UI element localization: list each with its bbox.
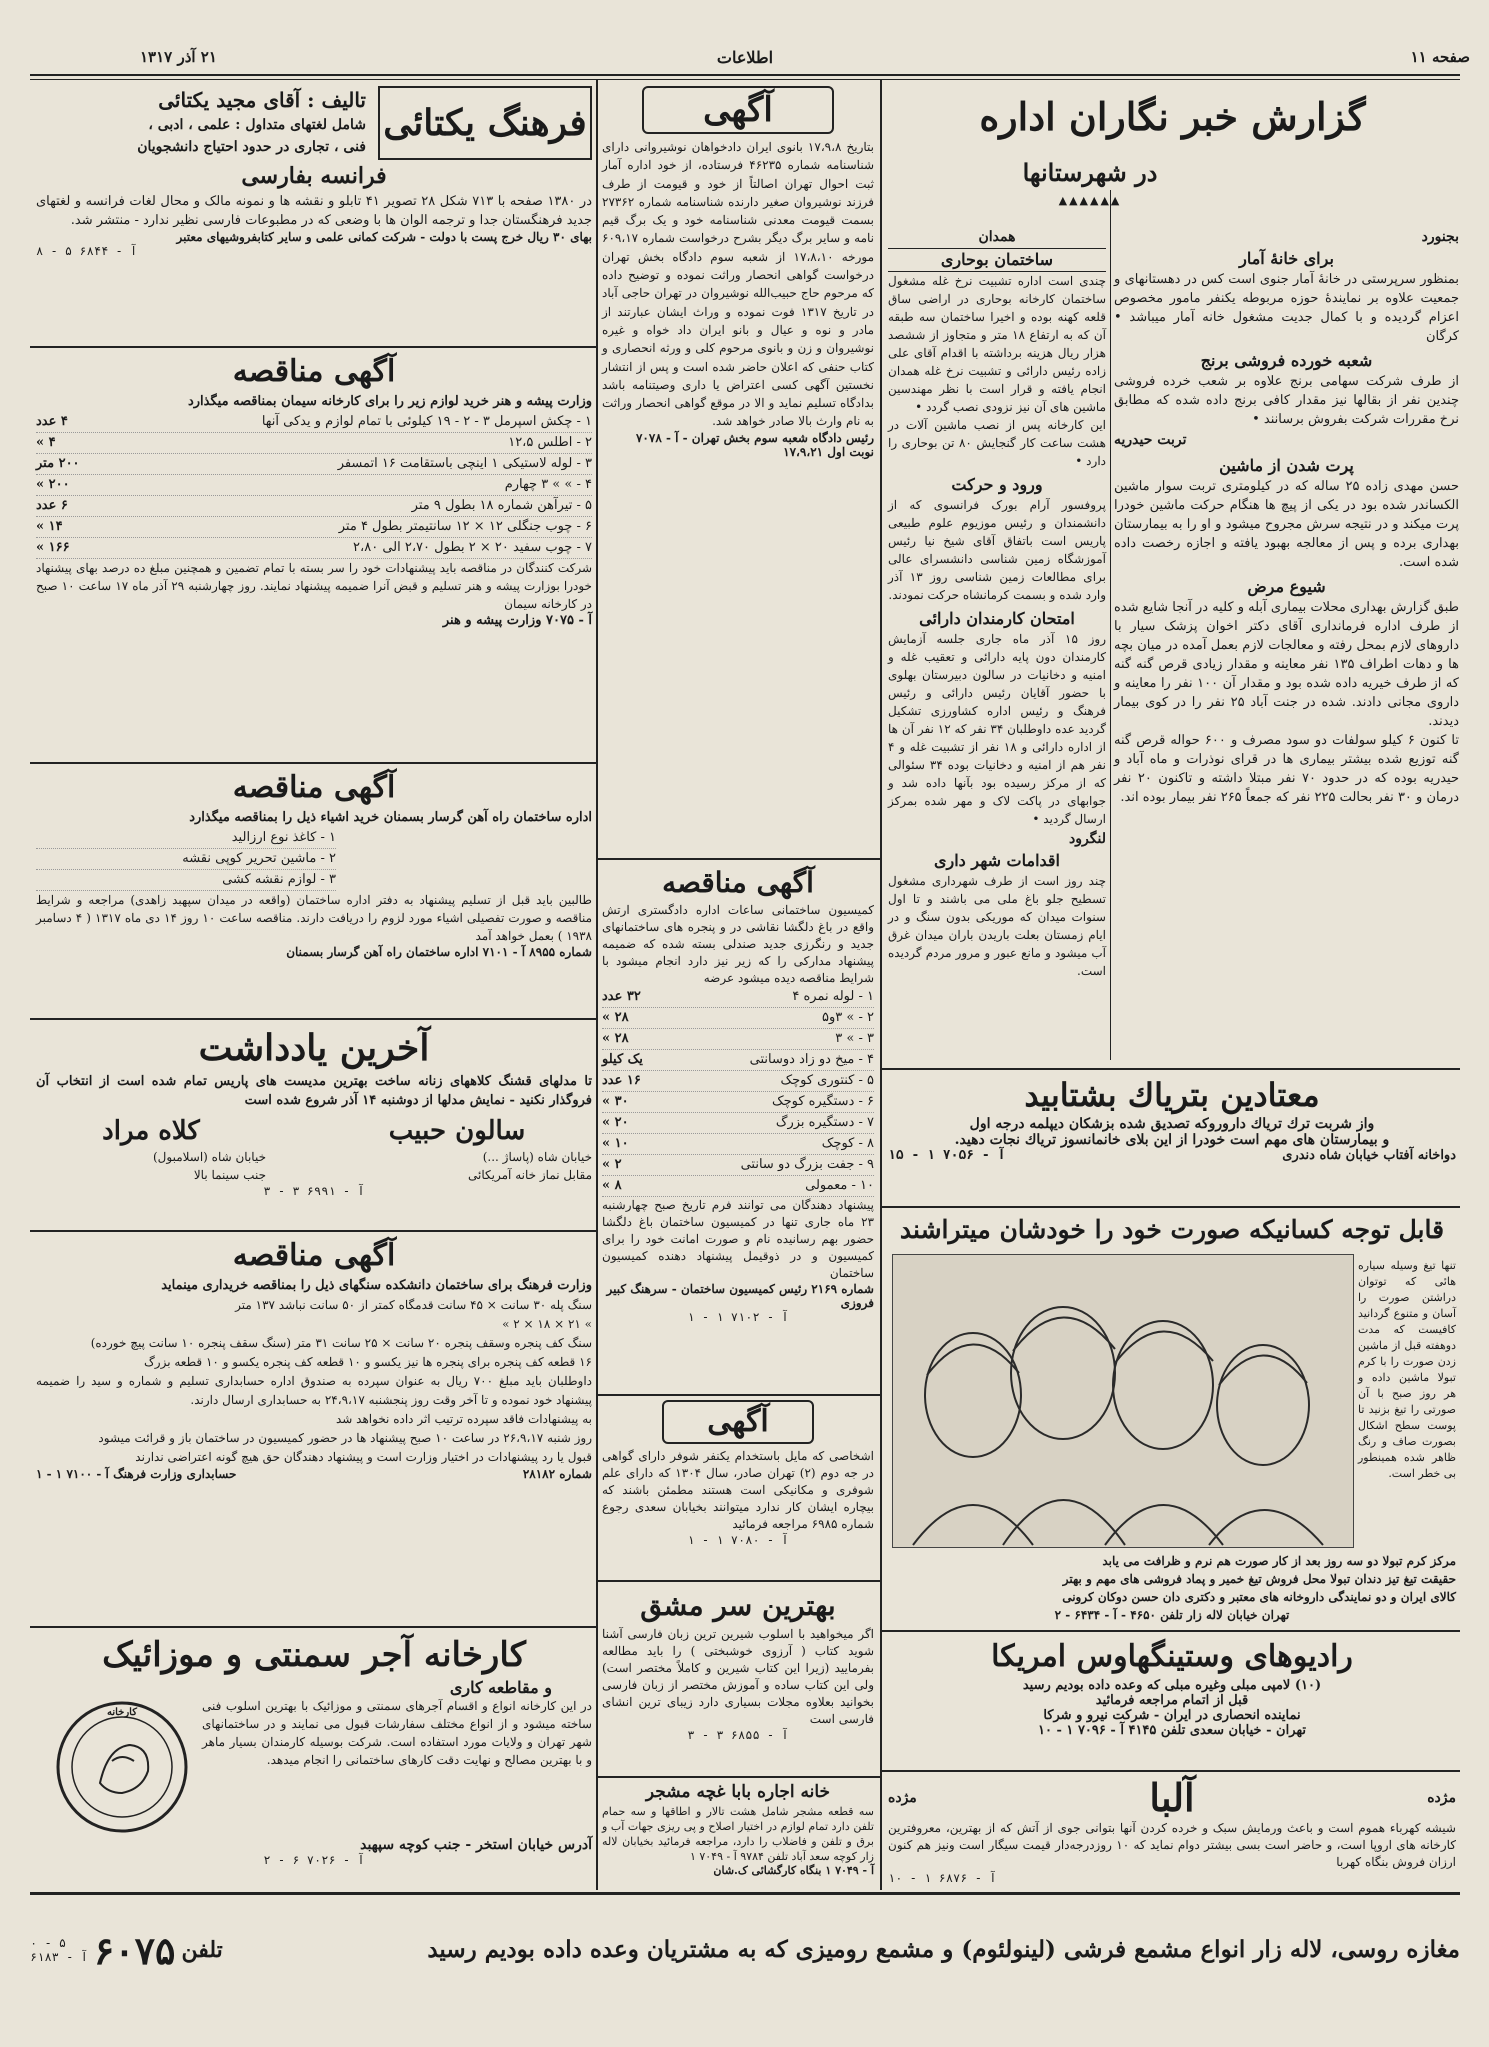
left-tender-2-item-name: ۱ - کاغذ نوع ارزالید: [231, 830, 336, 845]
opium-line-1: واز شربت ترك تریاك داروروکه تصدیق شده بزشکان دیپلمه درجه اول: [969, 1116, 1375, 1132]
dictionary-ref: آ - ۶۸۴۴ ۵ - ۸: [36, 244, 138, 258]
radios-line-3: نماینده انحصاری در ایران - شرکت نیرو و شرکا: [1043, 1708, 1301, 1723]
rule-left-tender1-top: [30, 346, 596, 348]
mid-tender-item-name: ۷ - دستگیره بزرگ: [775, 1115, 874, 1130]
left-tender-2-outro: طالبین باید قبل از تسلیم پیشنهاد به دفتر اداره ساختمان (واقعه در میدان سپهبد زاهدی) مراجعه و شرایط مناقصه و صورت تفصیلی اشیاء مورد لزوم را دریافت دارند. مناقصه ساعت ۱۰ روز ۱۴ دی ماه ۱۳۱۷ ( ۴ دسامبر ۱۹۳۸ ) بعمل خواهد آمد: [36, 893, 593, 943]
memo-salon: سالون حبیب: [388, 1116, 526, 1146]
rule-mid-notice2-top: [598, 1394, 880, 1396]
city-heydarieh: تربت حیدریه: [1114, 432, 1187, 448]
factory-seal: [52, 1697, 192, 1837]
left-tender-1-item-qty: ۴ »: [36, 435, 56, 450]
notice-1-date: نوبت اول ۱۷،۹،۲۱: [783, 444, 874, 459]
hamedan-paragraph-3: پروفسور آرام بورک فرانسوی که از دانشمندان و رئیس موزیوم علوم طبیعی پاریس است باتفاق آقای شیخ نیا رئیس آموزشگاه زمین شناسی دانشسرای عالی برای مطالعات زمین شناسی روز ۱۳ آذر وارد شده و بسمت کرمانشاه حرکت نمودند.: [888, 498, 1106, 602]
factory-ad: [36, 1632, 592, 1867]
report-subtitle: در شهرستانها: [1022, 158, 1158, 187]
opium-line-2: و بیمارستان های مهم است خودرا از این بلای خانمانسوز تریاك نجات دهید.: [954, 1132, 1390, 1148]
report-paragraph-5: تا کنون ۶ کیلو سولفات دو سود مصرف و ۶۰۰ حواله قرص گنه گنه توزیع شده بیشتر بیماری ها در قرای نوذرات و ماه آباد و حیدریه بوده که در حدود ۷۰ نفر مبتلا داشته و تاکنون ۲۰ نفر درمان و ۳۰ نفر بحالت ۲۲۵ نفر که جمعاً ۲۶۵ نفر بیمار بوده اند.: [1114, 733, 1460, 805]
left-tender-3-line: به پیشنهادات فاقد سپرده ترتیب اثر داده نخواهد شد: [335, 1412, 592, 1426]
column-rule-right: [880, 80, 882, 1890]
left-tender-3-line: قبول یا رد پیشنهادات در اختیار وزارت است و پیشنهاد دهندگان حق هیچ گونه اعتراضی ندارند: [135, 1450, 592, 1464]
rule-radios-top: [882, 1630, 1460, 1632]
column-rule-left: [596, 80, 598, 1890]
rule-mid-tender-top: [598, 858, 880, 860]
rule-opium-top: [882, 1068, 1460, 1070]
mid-tender-item-name: ۹ - جفت بزرگ دو سانتی: [740, 1157, 874, 1172]
footer-rule: [30, 1892, 1460, 1895]
report-left-subcolumn: [888, 226, 1106, 980]
footer-phone: ۶۰۷۵: [93, 1927, 176, 1973]
rule-left-factory-top: [30, 1626, 596, 1628]
mid-tender-row: [602, 987, 874, 1008]
city-bojnourd: بجنورد: [1421, 229, 1459, 245]
hamedan-heading-3: امتحان کارمندان دارائی: [919, 609, 1075, 628]
mid-tender-title: آگهی مناقصه: [662, 866, 814, 899]
calligraphy-title: بهترین سر مشق: [640, 1589, 836, 1622]
opium-address: دواخانه آفتاب خیابان شاه دندری: [1282, 1148, 1456, 1163]
memo-ad: [36, 1024, 592, 1198]
rent-title: خانه اجاره بابا غچه مشجر: [645, 1782, 831, 1802]
memo-hats-address: خیابان شاه (اسلامبول): [152, 1150, 266, 1164]
opium-ad: [888, 1074, 1456, 1163]
radios-ad: [888, 1636, 1456, 1738]
left-tender-3-lines: [36, 1296, 592, 1467]
factory-sub: و مقاطعه کاری: [449, 1678, 552, 1697]
left-tender-1-item-name: ۶ - چوب جنگلی ۱۲ × ۱۲ سانتیمتر بطول ۴ متر: [338, 519, 592, 534]
left-tender-1-item-name: ۴ - » » ۳ چهارم: [504, 477, 592, 492]
hamedan-heading-1: ساختمان بوحاری: [888, 248, 1106, 272]
mid-tender-row: [602, 1071, 874, 1092]
left-tender-2-item-name: ۳ - لوازم نقشه کشی: [222, 872, 336, 887]
report-right-subcolumn: [1114, 226, 1459, 807]
rent-ref: آ - ۷۰۴۹ ۱ بنگاه کارگشائی ک.شان: [713, 1864, 874, 1877]
mid-tender-item-qty: ۲۸ »: [602, 1010, 629, 1025]
hamedan-paragraph-1: چندی است اداره تشبیت نرخ غله مشغول ساختمان کارخانه بوحاری در اراضی ساق قلعه کهنه بوده و اخیرا ساختمان سه طبقه آن که به ارتفاع ۱۸ متر و متجاوز از ششصد هزار ریال هزینه برداشته با اقدام آقای علی زاده رئیس دارائی و تشبیت نرخ غله همدان انجام یافته و قرار است با نظر مهندسین ماشین های آن نیز نزودی نصب گردد •: [888, 274, 1106, 414]
mid-tender: [602, 864, 874, 1324]
left-tender-1-row: [36, 475, 592, 496]
mid-tender-outro: پیشنهاد دهندگان می توانند فرم تاریخ صبح چهارشنبه ۲۳ ماه جاری تنها در کمیسیون ساختمان باغ دلگشا حضور بهم رسانیده نام و صورت امانت خود را برای کمیسیون و در ذوقیمل پیشنهاد دهنده کمیسیون ساختمان: [602, 1198, 874, 1280]
mid-tender-code: آ - ۷۱۰۲ ۱ - ۱: [687, 1310, 789, 1324]
left-tender-1-outro: شرکت کنندگان در مناقصه باید پیشنهادات خود را سر بسته با تمام تضمین و همچنین مبلغ ده درصد بهای پیشنهاد خودرا بوزارت پیشه و هنر تسلیم و قبض آنرا ضمیمه پیشنهاد نمایند. روز چهارشنبه ۲۹ آذر ماه ۱۷ ساعت ۱۰ صبح در کارخانه سیمان: [36, 561, 592, 611]
report-paragraph-4: طبق گزارش بهداری محلات بیماری آبله و کلیه در آنجا شایع شده از طرف اداره فرمانداری آقای دکتر اخوان پزشک سیار با داروهای لازم بمحل رفته و معالجات لازم بعمل آمده در میان بچه ها و دهات اطراف ۱۳۵ نفر معاینه و مقدار زیادی قرص گنه گنه که از طرف خیریه داده شده بود و مقدار آن ۱۰۰ نفر را معاینه و داروی مجانی دادند. شده در جنت آباد ۲۵ نفر را در کوی بیمار دیدند.: [1114, 600, 1459, 729]
report-heading-3: پرت شدن از ماشین: [1219, 456, 1354, 475]
left-tender-1-item-qty: ۴ عدد: [36, 414, 68, 429]
masthead-rule: [30, 74, 1460, 76]
rule-mid-calligraphy-top: [598, 1580, 880, 1582]
mid-tender-row: [602, 1134, 874, 1155]
dictionary-body: در ۱۳۸۰ صفحه با ۷۱۳ شکل ۲۸ تصویر ۴۱ تابلو و نقشه ها و نمونه مالک و محال لغات فرانسه و لغتهای جدید فرهنگستان جدا و ترجمه الوان ها با وضعی که در مطبوعات فارسی نظیر ندارد - منتشر شد.: [36, 194, 592, 228]
dictionary-line-1: شامل لغتهای متداول : علمی ، ادبی ،: [148, 117, 366, 133]
faces-drawing: [893, 1255, 1353, 1547]
rule-left-tender3-top: [30, 1230, 596, 1232]
faces-footer-line-3: کالای ایران و دو نمایندگی داروخانه های معتبر و دکتری دان حسن دوکان کرونی: [1062, 1590, 1456, 1604]
rule-left-tender2-top: [30, 762, 596, 764]
left-tender-1-row: [36, 412, 592, 433]
left-tender-3-line: سنگ پله ۳۰ سانت × ۴۵ سانت قدمگاه کمتر از ۵۰ سانت نباشد ۱۳۷ متر: [235, 1298, 592, 1312]
mid-tender-row: [602, 1113, 874, 1134]
left-tender-1-item-name: ۳ - لوله لاستیکی ۱ اینچی باستقامت ۱۶ اتمسفر: [337, 456, 592, 471]
dictionary-ad: [36, 86, 592, 258]
left-tender-1-title: آگهی مناقصه: [232, 354, 396, 389]
hamedan-heading-2: ورود و حرکت: [951, 475, 1043, 494]
mid-tender-ref: شماره ۲۱۶۹ رئیس کمیسیون ساختمان - سرهنگ کبیر فروزی: [606, 1282, 874, 1310]
left-tender-1-item-qty: ۱۴ »: [36, 519, 63, 534]
left-tender-1-item-qty: ۲۰۰ متر: [36, 456, 80, 471]
footer-banner: [30, 1900, 1460, 2000]
masthead-rule-2: [30, 79, 1460, 80]
mid-tender-item-qty: ۳۲ عدد: [602, 989, 641, 1004]
mid-tender-row: [602, 1092, 874, 1113]
report-paragraph-1: بمنظور سرپرستی در خانهٔ آمار جنوی است کس در دهستانهای و جمعیت علاوه بر نمایندهٔ حوزه مربوطه یکنفر مامور مخصوص اعزام گردیده و با کمال جدیت مشغول خانه آمار میباشد • کرگان: [1114, 272, 1459, 344]
factory-seal-text: کارخانه: [106, 1707, 137, 1718]
faces-ref: تهران خیابان لاله زار تلفن ۴۶۵۰ - آ - ۶۴۳۴ - ۲: [1054, 1608, 1290, 1622]
mid-tender-intro: کمیسیون ساختمانی ساعات اداره دادگستری ارتش واقع در باغ دلگشا نقاشی در و پنجره های ساختمانهای جدید و رنگرزی جدید صندلی بسته شده که ضمیمه پیشنهاد مدارکی را که زیر نیز دارد انجام میشود با شرایط مناقصه دیده میشود عرضه: [602, 903, 874, 985]
left-tender-1-row: [36, 538, 592, 559]
left-tender-2-title: آگهی مناقصه: [232, 770, 396, 805]
factory-body: در این کارخانه انواع و اقسام آجرهای سمنتی و موزائیک با بهترین اسلوب فنی ساخته میشود و از انواع مختلف سفارشات قبول می نمایند و در ساختمانهای شهر تهران و ولایات مورد استفاده است. شرکت بوسیله کارمندان بسیار ماهر و با بهترین مصالح و نهایت دقت کارهای ساختمانی را انجام میدهد.: [202, 1699, 593, 1767]
radios-title: رادیوهای وستینگهاوس امریکا: [991, 1639, 1353, 1674]
left-tender-1-row: [36, 433, 592, 454]
report-paragraph-2: از طرف شرکت سهامی برنج علاوه بر شعب خرده فروشی چندین نفر از بقالها نیز مقدار کافی برنج داده شده که مطابق نرخ مقررات شرکت بفروش برسانند •: [1114, 374, 1459, 427]
mid-tender-item-qty: ۲۰ »: [602, 1115, 629, 1130]
mid-tender-item-qty: ۳۰ »: [602, 1094, 629, 1109]
memo-body: تا مدلهای قشنگ کلاههای زنانه ساخت بهترین مدیست های پاریس تمام شده است از انتخاب آن فروگذار نکنید - نمایش مدلها از دوشنبه ۱۴ آذر شروع شده است: [36, 1074, 592, 1108]
mid-tender-row: [602, 1050, 874, 1071]
paper-name: اطلاعات: [716, 48, 774, 67]
mid-tender-row: [602, 1176, 874, 1197]
report-heading-4: شیوع مرض: [1247, 577, 1326, 596]
mid-tender-item-name: ۶ - دستگیره کوچک: [771, 1094, 874, 1109]
footer-main-text: مغازه روسی، لاله زار انواع مشمع فرشی (لینولئوم) و مشمع رومیزی که به مشتریان وعده داده بودیم رسید: [427, 1936, 1460, 1963]
footer-phone-label: تلفن: [181, 1937, 223, 1963]
hamedan-paragraph-2: این کارخانه پس از نصب ماشین آلات در هشت ساعت کار گنجایش ۸۰ تن بوحاری را دارد •: [888, 418, 1106, 468]
hamedan-paragraph-5: چند روز است از طرف شهرداری مشغول تسطیح جلو باغ ملی می باشند و تا اول سنوات میدان که موریکی بدون سنگ و در ایام زمستان بعلت باریدن باران میدان غرق آب میشود و مانع عبور و مرور مردم گردیده است.: [888, 874, 1106, 978]
memo-hats: کلاه مراد: [102, 1116, 200, 1146]
mid-tender-item-qty: یک کیلو: [602, 1052, 643, 1067]
left-tender-3-line: روز شنبه ۲۶،۹،۱۷ در ساعت ۱۰ صبح پیشنهاد ها در حضور کمیسیون در ساختمان باز و قرائت میشود: [98, 1431, 592, 1445]
left-tender-1-item-name: ۵ - تیرآهن شماره ۱۸ بطول ۹ متر: [411, 498, 592, 513]
factory-address: آدرس خیابان استخر - جنب کوچه سپهبد: [360, 1837, 592, 1853]
men-faces-illustration: [892, 1254, 1354, 1548]
left-tender-3-ref: حسابداری وزارت فرهنگ آ - ۷۱۰۰ ۱ - ۱: [36, 1467, 237, 1481]
city-langarud: لنگرود: [1069, 831, 1106, 847]
alba-left-word: مژده: [888, 1790, 917, 1806]
mid-tender-item-name: ۴ - میخ دو زاد دوسانتی: [749, 1052, 874, 1067]
alba-ad: [888, 1776, 1456, 1885]
dictionary-line-2: فنی ، تجاری در حدود احتیاج دانشجویان: [137, 139, 366, 155]
left-tender-2-item-name: ۲ - ماشین تحریر کوپی نقشه: [182, 851, 336, 866]
hamedan-heading-4: اقدامات شهر داری: [933, 851, 1060, 870]
left-tender-2-row: [36, 870, 336, 891]
left-tender-2-ref: شماره ۸۹۵۵ آ - ۷۱۰۱ اداره ساختمان راه آهن گرسار بسمنان: [286, 945, 592, 959]
mid-tender-item-name: ۵ - کنتوری کوچک: [780, 1073, 874, 1088]
radios-ref: تهران - خیابان سعدی تلفن ۴۱۴۵ آ - ۷۰۹۶ ۱ - ۱۰: [1038, 1723, 1306, 1738]
left-tender-1: [36, 352, 592, 628]
calligraphy-ad: [602, 1586, 874, 1742]
left-tender-1-row: [36, 496, 592, 517]
hamedan-paragraph-4: روز ۱۵ آذر ماه جاری جلسه آزمایش کارمندان دون پایه دارائی و تعقیب غله و امنیه و دخانیات در سالون دبیرستان بهلوی با حضور آقایان رئیس دارائی و رئیس فرهنگ و رئیس اداره کشاورزی تشکیل گردید عده داوطلبان ۳۴ نفر که ۱۲ نفر آن ها از اداره دارائی و ۱۸ نفر از تشبیت غله و ۴ نفر هم از امنیه و دخانیات بوده ۳۴ سئوالی که از مرکز رسیده بود بآنها داده شد و جوابهای در پاکت لاک و مهر شده بمرکز ارسال گردید •: [888, 632, 1107, 826]
faces-footer-line-1: مرکز کرم تبولا دو سه روز بعد از کار صورت هم نرم و ظرافت می یابد: [1102, 1554, 1456, 1568]
mid-tender-item-qty: ۱۶ عدد: [602, 1073, 641, 1088]
factory-seal-drawing: [52, 1697, 192, 1837]
mid-tender-item-name: ۸ - کوچک: [821, 1136, 874, 1151]
dictionary-author: تالیف : آقای مجید یکتائی: [158, 88, 366, 112]
alba-text: شیشه کهرباء هموم است و باعث ورمایش سبک و خرده کردن آنها بتوانی جوی از آتش که از بهترین، معروفترین کارخانه های اروپا است، و حاضر است بسی بیشتر دوام نماید که ۱۰ روزدرجه‌دار قیمت سیگار است ونیز هم کنون ارزان فروش بنگاه کهربا: [888, 1821, 1456, 1869]
footer-code: ۰ - ۵: [30, 1936, 67, 1950]
notice-2-title: آگهی: [662, 1400, 814, 1444]
mid-tender-list: [602, 987, 874, 1197]
rule-left-memo-top: [30, 1018, 596, 1020]
factory-ref: آ - ۷۰۲۶ ۶ - ۲: [263, 1853, 365, 1867]
notice-1: [602, 86, 874, 459]
left-tender-1-intro: وزارت پیشه و هنر خرید لوازم زیر را برای کارخانه سیمان بمناقصه میگذارد: [187, 394, 592, 409]
mid-tender-item-qty: ۲ »: [602, 1157, 622, 1172]
faces-title: قابل توجه کسانیکه صورت خود را خودشان میتراشند: [899, 1215, 1445, 1244]
left-tender-2-row: [36, 849, 336, 870]
notice-1-body: بتاریخ ۱۷،۹،۸ بانوی ایران دادخواهان نوشیروانی دارای شناسنامه شماره ۴۶۲۳۵ فرستاده، از خود اداره آمار ثبت احوال تهران اصالتاً از خود و قیومت از طرف فرزند نوشیروان صغیر دارنده شناسنامه شماره ۲۷۳۶۲ بسمت قیومت معدنی شناسنامه خود و یک برگ قیم نامه و سایر برگ دیگر بشرح درخواست شماره ۶۰۹،۱۷ مورخه ۱۷،۸،۱۰ از شعبه سوم دادگاه بخش تهران درخواست گواهی انحصار وراثت نموده و توضیح داده که مرحوم حاج حبیب‌الله نوشیروان در تهران حاجی آباد در تاریخ ۱۳۱۷ فوت نموده و وراث ایشان عبارتند از مادر و نوه و عیال و بانو ایران داد خواه و غیره نوشیروان و زن و بانوی مرحوم کلی و ورثه انحصاری و کتاب حنفی که اعلان حاضر شده است و پس از انتشار نخستین آگهی کسی اعتراض یا داری وصیتنامه باشد بدادگاه تسلیم نماید و الا در موقع گواهی انحصار وراثت به نام وارث بالا صادر خواهد شد.: [602, 140, 875, 429]
mid-tender-item-qty: ۲۸ »: [602, 1031, 629, 1046]
report-title: گزارش خبر نگاران اداره: [979, 94, 1366, 139]
rent-body: سه قطعه مشجر شامل هشت تالار و اطاقها و سه حمام تلفن دارد تمام لوازم در اختیار اصلاح و پی ریزی جهات آب و برق و تلفن و فاضلاب را دارد، مراجعه فرمائید بخیابان لاله زار کوچه سعد آباد تلفن ۹۷۸۴ آ - ۷۰۴۹ ۱: [602, 1805, 874, 1863]
alba-right-word: مژده: [1427, 1790, 1456, 1806]
footer-ref: آ - ۶۱۸۳: [30, 1950, 88, 1964]
left-tender-1-item-qty: ۶ عدد: [36, 498, 68, 513]
notice-1-title: آگهی: [642, 86, 834, 134]
alba-ref: آ - ۶۸۷۶ ۱ - ۱۰: [888, 1871, 997, 1885]
page-number: صفحه ۱۱: [1410, 48, 1470, 66]
left-tender-2-intro: اداره ساختمان راه آهن گرسار بسمنان خرید اشیاء ذیل را بمناقصه میگذارد: [189, 810, 592, 825]
left-tender-1-row: [36, 454, 592, 475]
left-tender-1-item-name: ۷ - چوب سفید ۲۰ × ۲ بطول ۲،۷۰ الی ۲،۸۰: [353, 540, 592, 555]
radios-line-2: قبل از اتمام مراجعه فرمائید: [1095, 1693, 1249, 1708]
left-tender-2-list: [36, 828, 336, 891]
calligraphy-body: اگر میخواهید با اسلوب شیرین ترین زبان فارسی آشنا شوید کتاب ( آرزوی خوشبختی ) را باید مطالعه بفرمایید (زیرا این کتاب شیرین و کاملاً مختصر است) ولی این کتاب ساده و آموزش مختصر از زبان فارسی بخوانید بعلاوه مجلات بسیاری دارد زیبای ترین انشای فارسی است: [602, 1627, 874, 1726]
report-heading-1: برای خانهٔ آمار: [1239, 249, 1334, 268]
issue-date: ۲۱ آذر ۱۳۱۷: [140, 48, 217, 66]
notice-1-sign: رئیس دادگاه شعبه سوم بخش تهران - آ - ۷۰۷۸: [635, 430, 874, 445]
alba-title: آلبا: [1149, 1775, 1195, 1820]
dictionary-sub: فرانسه بفارسی: [241, 163, 387, 189]
memo-hats-address-2: جنب سینما بالا: [193, 1168, 266, 1182]
mid-tender-item-name: ۱ - لوله نمره ۴: [792, 989, 874, 1004]
left-tender-1-item-qty: ۱۶۶ »: [36, 540, 70, 555]
opium-ref: آ - ۷۰۵۶ ۱ - ۱۵: [888, 1148, 1006, 1163]
memo-title: آخرین یادداشت: [198, 1027, 430, 1069]
left-tender-1-ref: آ - ۷۰۷۵ وزارت پیشه و هنر: [442, 613, 592, 628]
left-tender-1-item-name: ۲ - اطلس ۱۲،۵: [508, 435, 592, 450]
mid-tender-row: [602, 1155, 874, 1176]
faces-footer-line-2: حقیقت تیغ تیز دندان تبولا محل فروش تیغ خمیر و پماد فروشی های مهم و بهتر: [1062, 1572, 1456, 1586]
notice-2: [602, 1400, 874, 1547]
memo-salon-address-2: مقابل نماز خانه آمریکائی: [468, 1168, 592, 1182]
opium-title: معتادین بتریاك بشتابید: [1024, 1076, 1320, 1114]
faces-side-text: تنها تیغ وسیله سیاره هائی که توتوان دراشتن صورت را آسان و متنوع گردانید کافیست که مدت دوهفته قبل از ماشین زدن صورت را با کرم تبولا ماشین داده و هر روز صبح با آن صورتی را تیغ بزنید تا پوست سطح اشکال بصورت صاف و رنگ ظاهر شده همینطور بی خطر است.: [1358, 1259, 1456, 1480]
memo-salon-address: خیابان شاه (پاساژ ...): [482, 1150, 592, 1164]
rent-ad: [602, 1780, 874, 1877]
notice-2-body: اشخاصی که مایل باستخدام یکنفر شوفر دارای گواهی در جه دوم (۲) تهران صادر، سال ۱۳۰۴ که دارای علم شوفری و مکانیکی است هستند مطمئن باشند که بیچاره ایشان کار ندارد میتوانند بخیابان سعدی رجوع شماره ۶۹۸۵ مراجعه فرمائید: [602, 1449, 874, 1531]
radios-line-1: (۱۰) لامپی مبلی وغیره مبلی که وعده داده بودیم رسید: [1022, 1678, 1322, 1693]
city-hamedan: همدان: [978, 229, 1016, 245]
left-tender-3-ref-number: شماره ۲۸۱۸۲: [522, 1467, 592, 1481]
left-tender-3-line: ۱۶ قطعه کف پنجره برای پنجره ها نیز یکسو و ۱۰ قطعه کف پنجره یکسو و ۱۰ قطعه بزرگ: [144, 1355, 592, 1369]
report-paragraph-3: حسن مهدی زاده ۲۵ ساله که در کیلومتری تربت سوار ماشین الکساندر شده بود در یکی از پیچ ها هنگام حرکت ماشین خودرا پرت میکند و در نتیجه سرش مجروح میشود و او را به بیمارستان بهداری برده و پس از معالجه بهبود یافته و اجازه رخصت داده شده است.: [1114, 479, 1459, 570]
notice-2-ref: آ - ۷۰۸۰ ۱ - ۱: [687, 1533, 789, 1547]
mid-tender-item-qty: ۱۰ »: [602, 1136, 629, 1151]
rule-mid-rent-top: [598, 1776, 880, 1778]
mid-tender-item-name: ۲ - » ۳و۵: [822, 1010, 874, 1025]
left-tender-3-line: داوطلبان باید مبلغ ۷۰۰ ریال به عنوان سپرده به صندوق اداره حسابداری تسلیم و شماره و سید را ضمیمه پیشنهاد خود نموده و تا آخر وقت روز پنجشنبه ۲۴،۹،۱۷ به حسابداری ارسال دارند.: [36, 1374, 592, 1407]
dictionary-title: فرهنگ یکتائی: [378, 86, 592, 160]
left-tender-1-list: [36, 412, 592, 559]
rule-faces-top: [882, 1206, 1460, 1208]
report-dots: ▲▲▲▲▲▲: [1058, 194, 1122, 207]
factory-title: کارخانه آجر سمنتی و موزائیک: [102, 1635, 526, 1675]
mid-tender-item-name: ۱۰ - معمولی: [805, 1178, 874, 1193]
memo-ref: آ - ۶۹۹۱ ۳ - ۳: [263, 1184, 365, 1198]
left-tender-1-item-qty: ۲۰۰ »: [36, 477, 70, 492]
report-heading-2: شعبه خورده فروشی برنج: [1200, 351, 1373, 370]
left-tender-3-intro: وزارت فرهنگ برای ساختمان دانشکده سنگهای ذیل را بمناقصه خریداری مینماید: [161, 1278, 592, 1293]
left-tender-3-line: سنگ کف پنجره وسقف پنجره ۲۰ سانت × ۲۵ سانت ۳۱ متر (سنگ سقف پنجره ۱۰ سانت پیچ خورده): [90, 1336, 592, 1350]
calligraphy-ref: آ - ۶۸۵۵ ۳ - ۳: [687, 1728, 789, 1742]
left-tender-1-row: [36, 517, 592, 538]
left-tender-3: [36, 1236, 592, 1481]
left-tender-2-row: [36, 828, 336, 849]
rule-alba-top: [882, 1770, 1460, 1772]
dictionary-price: بهای ۳۰ ریال خرج پست با دولت - شرکت کمانی علمی و سایر کتابفروشیهای معتبر: [176, 230, 592, 244]
mid-tender-row: [602, 1008, 874, 1029]
left-tender-2: [36, 768, 592, 959]
left-tender-1-item-name: ۱ - چکش اسپرمل ۳ - ۲ - ۱۹ کیلوئی با تمام لوازم و یدکی آنها: [261, 414, 592, 429]
left-tender-3-line: » ۲۱ × ۱۸ × ۲ »: [502, 1317, 592, 1331]
mid-tender-item-qty: ۸ »: [602, 1178, 622, 1193]
mid-tender-item-name: ۳ - » ۳: [835, 1031, 874, 1046]
column-rule-inner: [1110, 190, 1111, 1060]
left-tender-3-title: آگهی مناقصه: [232, 1238, 396, 1273]
faces-footer: [888, 1552, 1456, 1624]
mid-tender-row: [602, 1029, 874, 1050]
